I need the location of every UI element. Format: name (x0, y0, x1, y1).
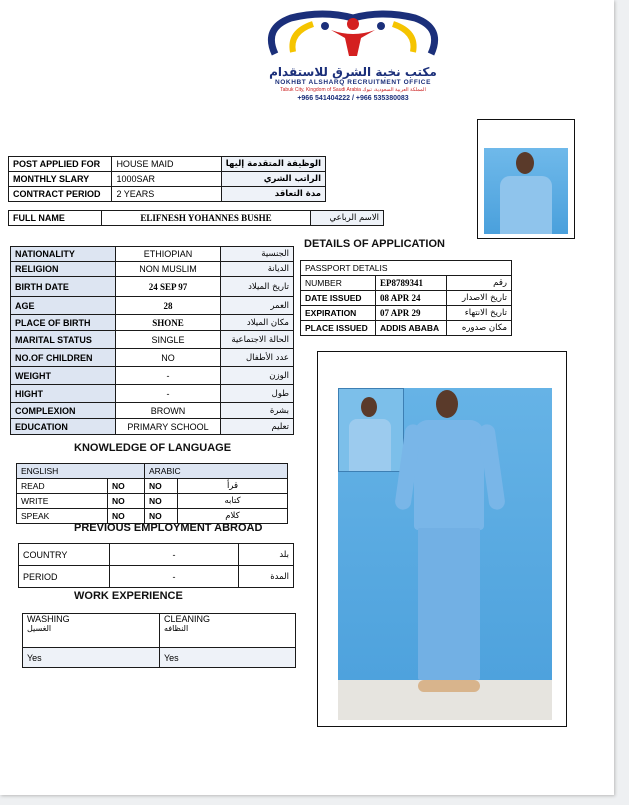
logo-emblem (253, 8, 453, 60)
nationality-value: ETHIOPIAN (116, 247, 221, 262)
contract-value: 2 YEARS (112, 187, 221, 202)
birth-date-arabic: تاريخ الميلاد (221, 277, 294, 297)
age-value: 28 (116, 297, 221, 315)
country-arabic: بلد (239, 544, 294, 566)
portrait-shirt (500, 176, 552, 234)
place-of-birth-value: SHONE (116, 315, 221, 331)
table-row (11, 315, 294, 331)
logo-address: Tabuk City, Kingdom of Saudi Arabia المملكة العربية السعودية، تبوك (280, 87, 426, 93)
birth-date-label: BIRTH DATE (11, 277, 116, 297)
place-of-birth-label: PLACE OF BIRTH (11, 315, 116, 331)
write-label: WRITE (17, 494, 108, 509)
body-trousers (418, 528, 480, 680)
washing-value: Yes (23, 648, 160, 668)
children-arabic: عدد الأطفال (221, 349, 294, 367)
table-row (17, 479, 288, 494)
table-row (301, 306, 512, 321)
passport-table (300, 260, 512, 336)
table-row (11, 367, 294, 385)
complexion-value: BROWN (116, 403, 221, 419)
language-title: KNOWLEDGE OF LANGUAGE (74, 442, 232, 454)
height-label: HIGHT (11, 385, 116, 403)
post-value: HOUSE MAID (112, 157, 221, 172)
religion-label: RELIGION (11, 262, 116, 277)
language-table (16, 463, 288, 524)
salary-value: 1000SAR (112, 172, 221, 187)
period-value: - (110, 566, 239, 588)
weight-arabic: الوزن (221, 367, 294, 385)
table-row (11, 247, 294, 262)
height-arabic: طول (221, 385, 294, 403)
read-english: NO (108, 479, 145, 494)
table-row (11, 419, 294, 435)
arabic-header: ARABIC (145, 464, 288, 479)
religion-arabic: الديانة (221, 262, 294, 277)
speak-arabic: NO (145, 509, 178, 524)
logo-phones: +966 541404222 / +966 535380083 (297, 95, 409, 102)
date-issued-value: 08 APR 24 (376, 291, 447, 306)
work-table (22, 613, 296, 668)
read-arabic-label: قرأ (178, 479, 288, 494)
logo-english-name: NOKHBT ALSHARQ RECRUITMENT OFFICE (274, 79, 432, 86)
body-shirt (414, 420, 484, 530)
table-row (11, 331, 294, 349)
portrait-photo-frame (477, 119, 575, 239)
table-row (19, 566, 294, 588)
table-row (9, 172, 326, 187)
nationality-label: NATIONALITY (11, 247, 116, 262)
full-body-photo-frame (317, 351, 567, 727)
expiration-value: 07 APR 29 (376, 306, 447, 321)
table-row (23, 614, 296, 648)
education-arabic: تعليم (221, 419, 294, 435)
marital-status-label: MARITAL STATUS (11, 331, 116, 349)
employment-title: PREVIOUS EMPLOYMENT ABROAD (74, 522, 263, 534)
details-title: DETAILS OF APPLICATION (304, 238, 445, 250)
education-value: PRIMARY SCHOOL (116, 419, 221, 435)
cleaning-value: Yes (160, 648, 296, 668)
education-label: EDUCATION (11, 419, 116, 435)
age-arabic: العمر (221, 297, 294, 315)
complexion-arabic: بشرة (221, 403, 294, 419)
table-row (9, 187, 326, 202)
full-name-value: ELIFNESH YOHANNES BUSHE (102, 211, 311, 226)
company-logo (248, 8, 458, 100)
post-label: POST APPLIED FOR (9, 157, 112, 172)
marital-status-arabic: الحالة الاجتماعية (221, 331, 294, 349)
body-sandals (418, 680, 480, 692)
country-value: - (110, 544, 239, 566)
contract-label: CONTRACT PERIOD (9, 187, 112, 202)
weight-label: WEIGHT (11, 367, 116, 385)
full-name-label: FULL NAME (9, 211, 102, 226)
place-issued-arabic: مكان صدوره (447, 321, 512, 336)
table-row (11, 385, 294, 403)
expiration-arabic: تاريخ الانتهاء (447, 306, 512, 321)
table-row (301, 291, 512, 306)
full-name-arabic: الاسم الرباعي (311, 211, 384, 226)
table-row (11, 297, 294, 315)
date-issued-arabic: تاريخ الاصدار (447, 291, 512, 306)
table-row (9, 157, 326, 172)
period-label: PERIOD (19, 566, 110, 588)
passport-number-value: EP8789341 (376, 276, 447, 291)
cleaning-label: CLEANING (164, 614, 211, 624)
height-value: - (116, 385, 221, 403)
personal-details-table (10, 246, 294, 435)
period-arabic: المدة (239, 566, 294, 588)
weight-value: - (116, 367, 221, 385)
table-row (17, 494, 288, 509)
cleaning-cell (160, 614, 296, 648)
religion-value: NON MUSLIM (116, 262, 221, 277)
post-table (8, 156, 326, 202)
speak-label: SPEAK (17, 509, 108, 524)
washing-arabic: الغسيل (27, 624, 52, 633)
date-issued-label: DATE ISSUED (301, 291, 376, 306)
full-body-photo (338, 388, 552, 720)
inset-portrait (338, 388, 404, 472)
write-arabic-label: كتابه (178, 494, 288, 509)
passport-number-label: NUMBER (301, 276, 376, 291)
write-arabic: NO (145, 494, 178, 509)
contract-arabic: مدة التعاقد (221, 187, 325, 202)
inset-head (361, 397, 377, 417)
inset-shirt (349, 419, 391, 471)
read-arabic: NO (145, 479, 178, 494)
table-row (11, 403, 294, 419)
expiration-label: EXPIRATION (301, 306, 376, 321)
salary-arabic: الراتب الشري (221, 172, 325, 187)
table-row (19, 544, 294, 566)
washing-label: WASHING (27, 614, 70, 624)
read-label: READ (17, 479, 108, 494)
passport-number-arabic: رقم (447, 276, 512, 291)
post-arabic: الوظيفة المتقدمة إليها (221, 157, 325, 172)
table-row (11, 349, 294, 367)
children-label: NO.OF CHILDREN (11, 349, 116, 367)
write-english: NO (108, 494, 145, 509)
speak-english: NO (108, 509, 145, 524)
logo-arabic-name: مكتب نخبة الشرق للاستقدام (269, 65, 437, 79)
table-row (9, 211, 384, 226)
table-row (301, 321, 512, 336)
table-row (301, 261, 512, 276)
country-label: COUNTRY (19, 544, 110, 566)
marital-status-value: SINGLE (116, 331, 221, 349)
washing-cell (23, 614, 160, 648)
place-issued-value: ADDIS ABABA (376, 321, 447, 336)
portrait-head (516, 152, 534, 174)
place-of-birth-arabic: مكان الميلاد (221, 315, 294, 331)
table-row (11, 277, 294, 297)
table-row (23, 648, 296, 668)
speak-arabic-label: كلام (178, 509, 288, 524)
children-value: NO (116, 349, 221, 367)
complexion-label: COMPLEXION (11, 403, 116, 419)
table-row (301, 276, 512, 291)
nationality-arabic: الجنسية (221, 247, 294, 262)
cleaning-arabic: النظافه (164, 624, 189, 633)
english-header: ENGLISH (17, 464, 145, 479)
birth-date-value: 24 SEP 97 (116, 277, 221, 297)
passport-title: PASSPORT DETALIS (301, 261, 512, 276)
salary-label: MONTHLY SLARY (9, 172, 112, 187)
table-row (11, 262, 294, 277)
full-name-table (8, 210, 384, 226)
age-label: AGE (11, 297, 116, 315)
employment-table (18, 543, 294, 588)
body-head (436, 390, 458, 418)
portrait-photo (484, 148, 568, 234)
place-issued-label: PLACE ISSUED (301, 321, 376, 336)
table-row (17, 464, 288, 479)
work-title: WORK EXPERIENCE (74, 590, 183, 602)
